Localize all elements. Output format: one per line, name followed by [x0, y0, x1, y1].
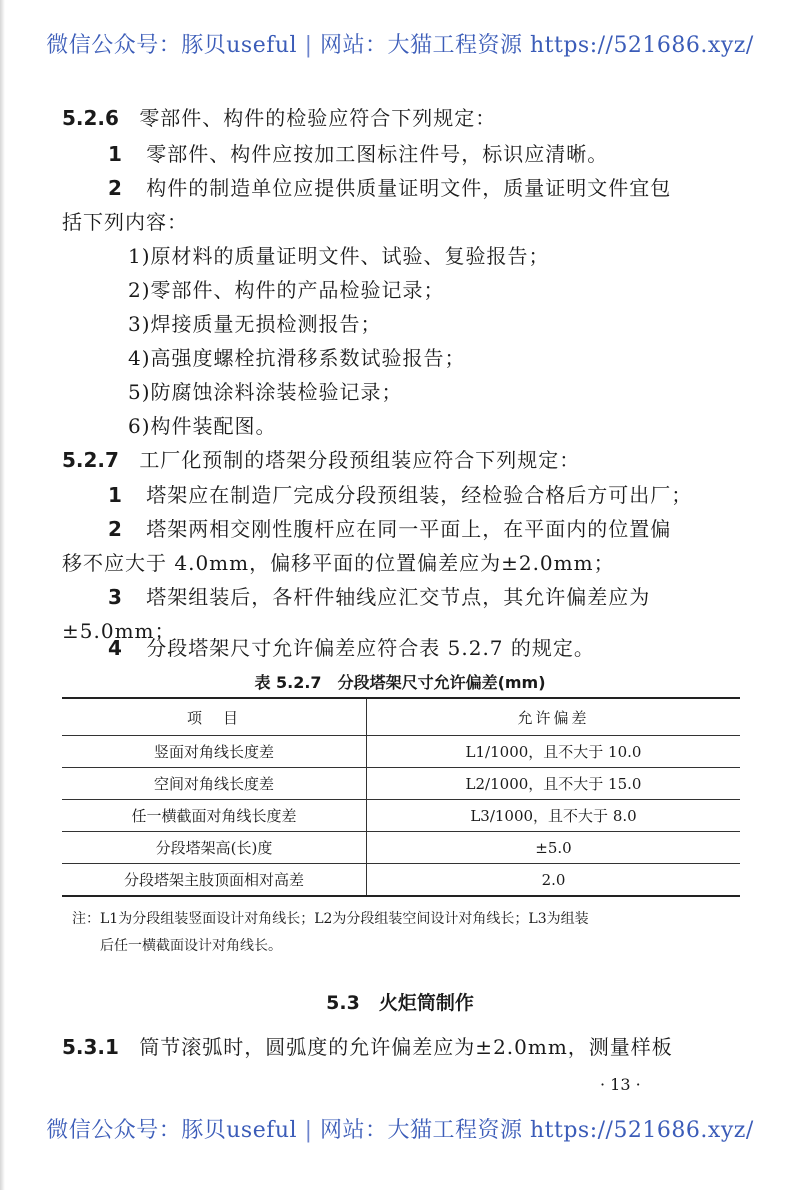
clause-number: 5.2.7: [62, 448, 119, 472]
clause-text: 筒节滚弧时，圆弧度的允许偏差应为±2.0mm，测量样板: [139, 1035, 673, 1059]
list-item: 2 构件的制造单位应提供质量证明文件，质量证明文件宜包: [108, 176, 672, 200]
tolerance-table: [62, 697, 740, 897]
table-caption: 表 5.2.7 分段塔架尺寸允许偏差(mm): [254, 673, 546, 692]
watermark-wechat: 微信公众号：豚贝useful: [46, 33, 298, 58]
table-row: 空间对角线长度差 L2/1000，且不大于 15.0: [62, 768, 740, 800]
watermark-site: 网站：大猫工程资源 https://521686.xyz/: [319, 1118, 754, 1143]
table-row: 分段塔架主肢顶面相对高差 2.0: [62, 864, 740, 897]
sub-item: 2)零部件、构件的产品检验记录；: [128, 278, 445, 302]
table-row: 分段塔架高(长)度 ±5.0: [62, 832, 740, 864]
watermark-bottom: [0, 1113, 800, 1144]
sub-item: 6)构件装配图。: [128, 414, 277, 438]
watermark-separator: |: [304, 33, 313, 58]
clause-5-2-7: [62, 450, 580, 470]
clause-title: 零部件、构件的检验应符合下列规定：: [139, 106, 497, 130]
watermark-top: [0, 28, 800, 59]
section-heading-5-3: 5.3 火炬筒制作: [326, 992, 474, 1014]
clause-number: 5.3.1: [62, 1035, 119, 1059]
table-row: 竖面对角线长度差 L1/1000，且不大于 10.0: [62, 736, 740, 768]
watermark-site: 网站：大猫工程资源 https://521686.xyz/: [319, 33, 754, 58]
sub-item: 1)原材料的质量证明文件、试验、复验报告；: [128, 244, 550, 268]
list-item: 4 分段塔架尺寸允许偏差应符合表 5.2.7 的规定。: [108, 636, 595, 660]
watermark-wechat: 微信公众号：豚贝useful: [46, 1118, 298, 1143]
table-row: 任一横截面对角线长度差 L3/1000，且不大于 8.0: [62, 800, 740, 832]
list-item: 1 塔架应在制造厂完成分段预组装，经检验合格后方可出厂；: [108, 483, 693, 507]
page-number: · 13 ·: [600, 1075, 641, 1094]
list-item-continuation: ±5.0mm；: [62, 619, 176, 643]
table-header-row: [62, 698, 740, 736]
column-header-tolerance: 允许偏差: [367, 698, 741, 736]
list-item: 1 零部件、构件应按加工图标注件号，标识应清晰。: [108, 142, 609, 166]
column-header-item: 项 目: [62, 698, 367, 736]
table-note-line-1: 注：L1为分段组装竖面设计对角线长；L2为分段组装空间设计对角线长；L3为组装: [72, 911, 589, 927]
watermark-separator: |: [304, 1118, 313, 1143]
table-note-line-2: 后任一横截面设计对角线长。: [100, 938, 282, 954]
list-item: 3 塔架组装后，各杆件轴线应汇交节点，其允许偏差应为: [108, 585, 651, 609]
clause-number: 5.2.6: [62, 106, 119, 130]
list-item-continuation: 移不应大于 4.0mm，偏移平面的位置偏差应为±2.0mm；: [62, 551, 615, 575]
clause-5-3-1: [62, 1037, 673, 1057]
clause-5-2-6: [62, 108, 496, 128]
list-item: 2 塔架两相交刚性腹杆应在同一平面上，在平面内的位置偏: [108, 517, 672, 541]
sub-item: 3)焊接质量无损检测报告；: [128, 312, 382, 336]
sub-item: 4)高强度螺栓抗滑移系数试验报告；: [128, 346, 466, 370]
list-item-continuation: 括下列内容：: [62, 210, 188, 234]
sub-item: 5)防腐蚀涂料涂装检验记录；: [128, 380, 403, 404]
clause-title: 工厂化预制的塔架分段预组装应符合下列规定：: [139, 448, 581, 472]
